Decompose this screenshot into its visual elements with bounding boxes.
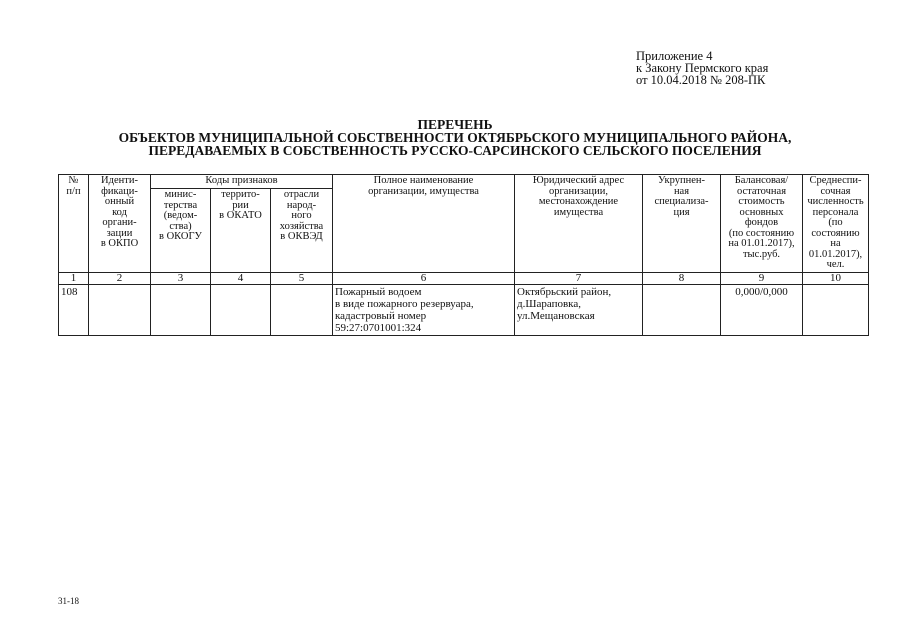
- column-number: 8: [643, 272, 721, 284]
- cell-okpo: [89, 284, 151, 335]
- text-line: хозяйства: [279, 220, 324, 232]
- text-line: сочная: [820, 185, 851, 197]
- column-number: 5: [271, 272, 333, 284]
- header-staff: [803, 175, 869, 273]
- text-line: д.Шараповка,: [517, 297, 581, 310]
- header-okato: [211, 189, 271, 272]
- text-line: в ОКАТО: [219, 210, 262, 222]
- text-line: на 01.01.2017),: [728, 238, 795, 249]
- text-line: основных: [739, 206, 784, 218]
- cell-okato: [211, 284, 271, 335]
- cell-name: [333, 284, 515, 335]
- header-okved: [271, 189, 333, 272]
- text-line: местонахождение: [538, 196, 619, 207]
- page-footer-code: 31-18: [58, 596, 79, 606]
- column-number: 1: [59, 272, 89, 284]
- appendix-line-3: от 10.04.2018 № 208-ПК: [636, 73, 766, 87]
- appendix-line-1: Приложение 4: [636, 49, 713, 63]
- appendix-line-2: к Закону Пермского края: [636, 61, 769, 75]
- text-line: ция: [673, 206, 690, 218]
- title-line-3: ПЕРЕДАВАЕМЫХ В СОБСТВЕННОСТЬ РУССКО-САРСИНСКОГО СЕЛЬСКОГО ПОСЕЛЕНИЯ: [148, 143, 762, 158]
- text-line: 59:27:0701001:324: [335, 321, 422, 334]
- header-okpo: [89, 175, 151, 273]
- text-line: рии: [232, 199, 249, 211]
- header-name: [333, 175, 515, 273]
- text-line: организации, имущества: [368, 185, 479, 197]
- text-line: (по состоянию: [811, 217, 860, 239]
- title-line-1: ПЕРЕЧЕНЬ: [417, 117, 493, 132]
- text-line: 01.01.2017),: [808, 248, 863, 260]
- text-line: Октябрьский район,: [517, 285, 612, 298]
- cell-staff: [803, 284, 869, 335]
- text-line: в ОКВЭД: [280, 231, 323, 243]
- text-line: фондов: [744, 217, 779, 228]
- text-line: ул.Мещановская: [517, 309, 595, 322]
- text-line: Балансовая/: [734, 175, 789, 186]
- text-line: п/п: [66, 185, 81, 197]
- text-line: (по состоянию: [728, 227, 795, 239]
- text-line: стоимость: [738, 196, 785, 207]
- text-line: в виде пожарного резервуара,: [335, 297, 474, 310]
- text-line: Иденти-: [101, 175, 138, 186]
- text-line: чел.: [826, 259, 845, 270]
- text-line: Укрупнен-: [658, 175, 705, 186]
- header-okogu: [151, 189, 211, 272]
- text-line: ного: [291, 210, 312, 222]
- header-specialization: [643, 175, 721, 273]
- cell-specialization: [643, 284, 721, 335]
- cell-address: [515, 284, 643, 335]
- text-line: Пожарный водоем: [335, 285, 422, 298]
- text-line: Полное наименование: [373, 175, 474, 186]
- column-number: 9: [721, 272, 803, 284]
- document-title: [60, 118, 850, 157]
- text-line: численность: [807, 196, 864, 207]
- text-line: имущества: [553, 206, 604, 218]
- column-number: 6: [333, 272, 515, 284]
- column-number: 7: [515, 272, 643, 284]
- text-line: органи-: [102, 217, 137, 228]
- title-line-2: ОБЪЕКТОВ МУНИЦИПАЛЬНОЙ СОБСТВЕННОСТИ ОКТЯБРЬСКОГО МУНИЦИПАЛЬНОГО РАЙОНА,: [118, 130, 792, 145]
- text-line: ная: [673, 185, 690, 197]
- text-line: отрасли: [283, 189, 320, 201]
- column-numbers-row: [59, 272, 869, 284]
- text-line: в ОКПО: [100, 238, 139, 249]
- text-line: на: [830, 238, 841, 249]
- text-line: специализа-: [654, 196, 709, 207]
- text-line: тыс.руб.: [742, 248, 781, 260]
- text-line: народ-: [286, 199, 317, 211]
- text-line: Среднеспи-: [809, 175, 862, 186]
- column-number: 4: [211, 272, 271, 284]
- text-line: код: [112, 206, 127, 218]
- text-line: терства: [163, 199, 198, 211]
- column-number: 3: [151, 272, 211, 284]
- text-line: остаточная: [736, 185, 787, 197]
- header-num: [59, 175, 89, 273]
- text-line: №: [68, 175, 79, 186]
- text-line: организации,: [549, 185, 608, 197]
- text-line: (ведом-: [163, 210, 198, 222]
- text-line: Юридический адрес: [532, 175, 625, 186]
- text-line: террито-: [221, 189, 260, 201]
- text-line: персонала: [812, 206, 859, 218]
- text-line: онный: [104, 196, 135, 207]
- text-line: в ОКОГУ: [159, 231, 202, 243]
- column-number: 10: [803, 272, 869, 284]
- text-line: зации: [106, 227, 133, 239]
- header-address: [515, 175, 643, 273]
- appendix-note: [636, 50, 768, 86]
- text-line: минис-: [164, 189, 197, 201]
- header-balance: [721, 175, 803, 273]
- column-number: 2: [89, 272, 151, 284]
- cell-okved: [271, 284, 333, 335]
- text-line: фикаци-: [101, 185, 138, 197]
- cell-balance: 0,000/0,000: [721, 284, 803, 335]
- text-line: ства): [169, 220, 192, 232]
- cell-num: 108: [59, 284, 89, 335]
- table-row: [59, 284, 869, 335]
- property-table: [58, 174, 869, 336]
- text-line: кадастровый номер: [335, 309, 427, 322]
- cell-okogu: [151, 284, 211, 335]
- header-codes-group: Коды признаков: [151, 175, 333, 189]
